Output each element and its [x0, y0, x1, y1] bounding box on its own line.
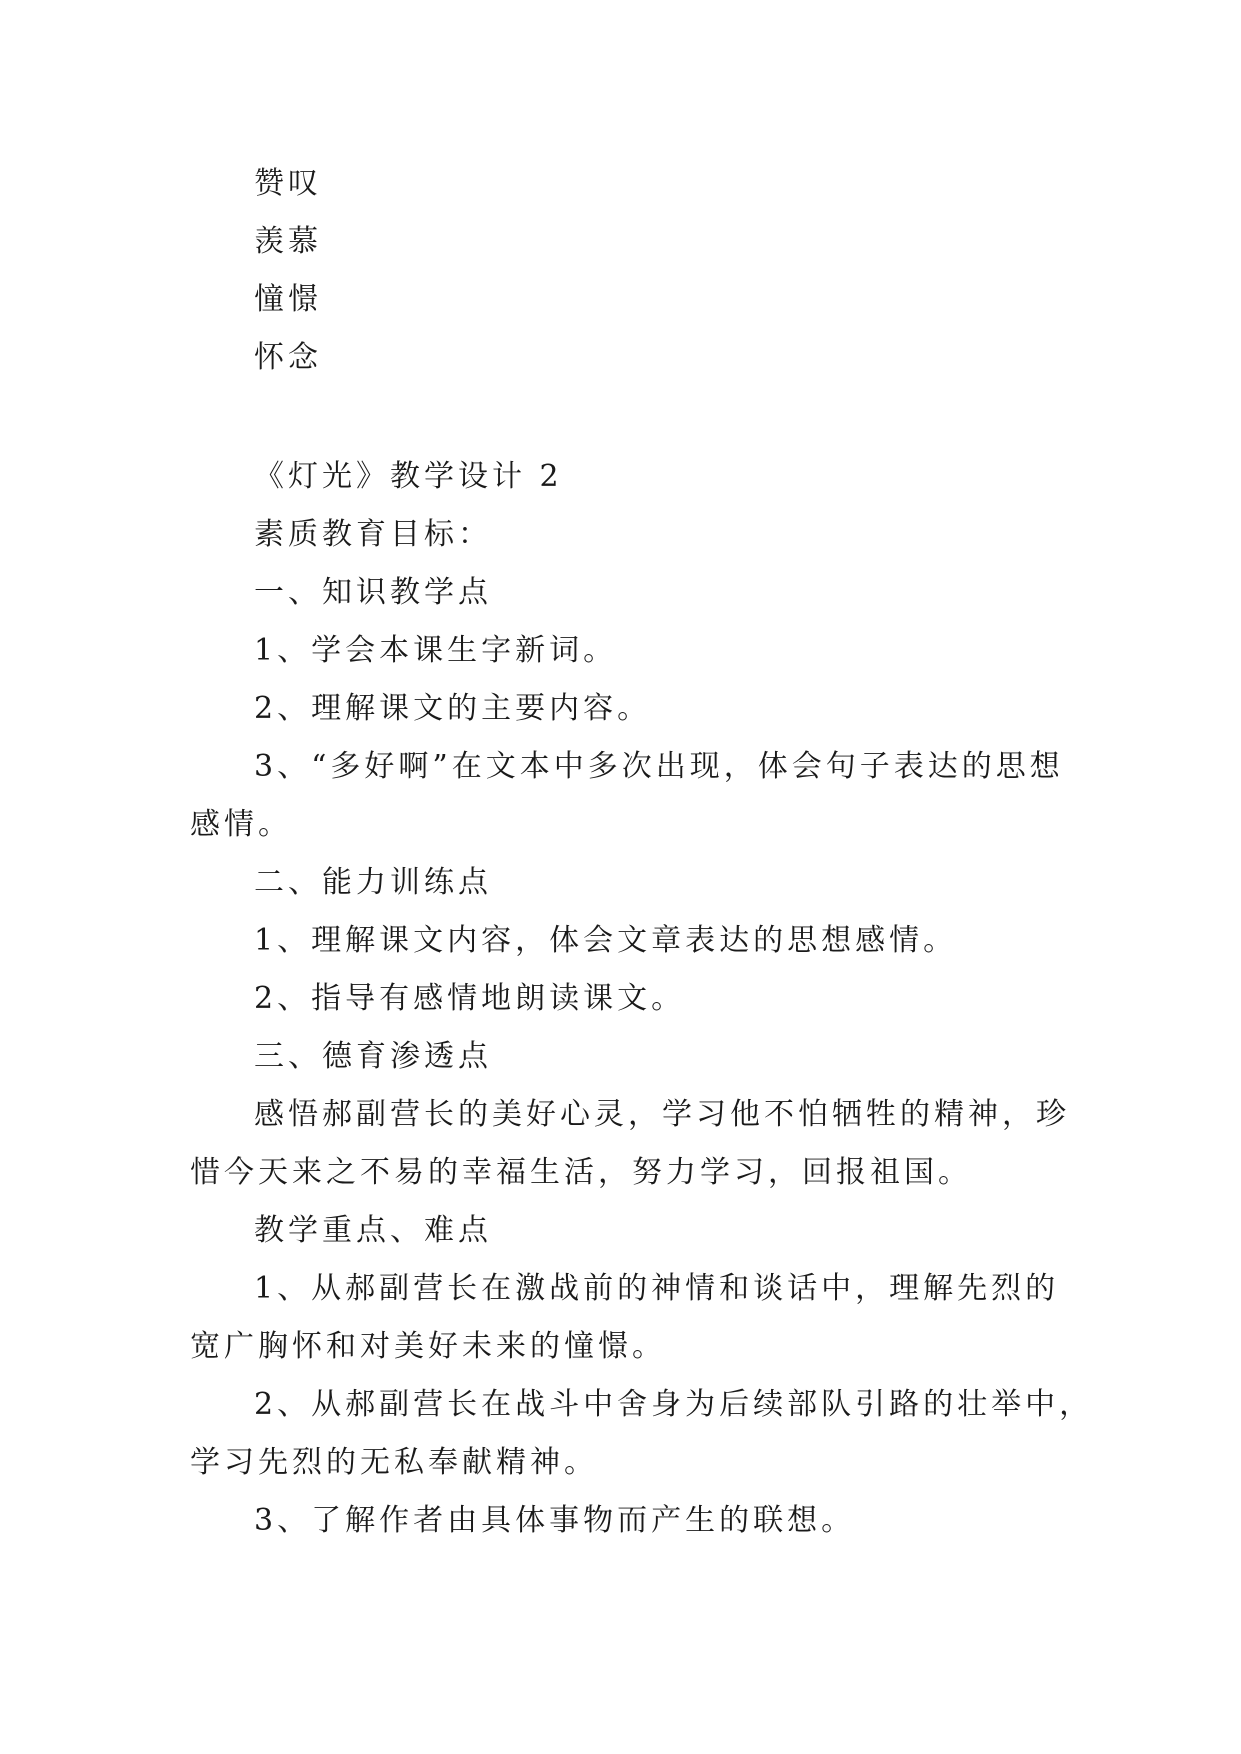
ability-heading: 二、能力训练点 [254, 865, 492, 900]
paragraph-line: 惜今天来之不易的幸福生活，努力学习，回报祖国。 [190, 1155, 972, 1190]
paragraph-line: 感悟郝副营长的美好心灵，学习他不怕牺牲的精神，珍 [254, 1097, 1070, 1132]
knowledge-heading: 一、知识教学点 [254, 575, 492, 610]
list-item: 2、理解课文的主要内容。 [254, 691, 652, 726]
list-item: 1、学会本课生字新词。 [254, 633, 618, 668]
key-points-heading: 教学重点、难点 [254, 1213, 492, 1248]
list-item: 3、“多好啊”在文本中多次出现，体会句子表达的思想 [254, 749, 1064, 784]
goals-heading: 素质教育目标： [254, 517, 492, 552]
word-item: 怀念 [254, 340, 322, 375]
word-item: 赞叹 [254, 166, 322, 201]
list-item-continuation: 宽广胸怀和对美好未来的憧憬。 [190, 1329, 666, 1364]
list-item-continuation: 学习先烈的无私奉献精神。 [190, 1445, 598, 1480]
moral-heading: 三、德育渗透点 [254, 1039, 492, 1074]
list-item: 2、指导有感情地朗读课文。 [254, 981, 686, 1016]
list-item: 3、了解作者由具体事物而产生的联想。 [254, 1503, 856, 1538]
list-item: 1、从郝副营长在激战前的神情和谈话中，理解先烈的 [254, 1271, 1060, 1306]
list-item-continuation: 感情。 [190, 807, 292, 842]
list-item: 1、理解课文内容，体会文章表达的思想感情。 [254, 923, 958, 958]
word-item: 憧憬 [254, 282, 322, 317]
list-item: 2、从郝副营长在战斗中舍身为后续部队引路的壮举中， [254, 1387, 1094, 1422]
document-title: 《灯光》教学设计 2 [254, 459, 563, 494]
word-item: 羡慕 [254, 224, 322, 259]
